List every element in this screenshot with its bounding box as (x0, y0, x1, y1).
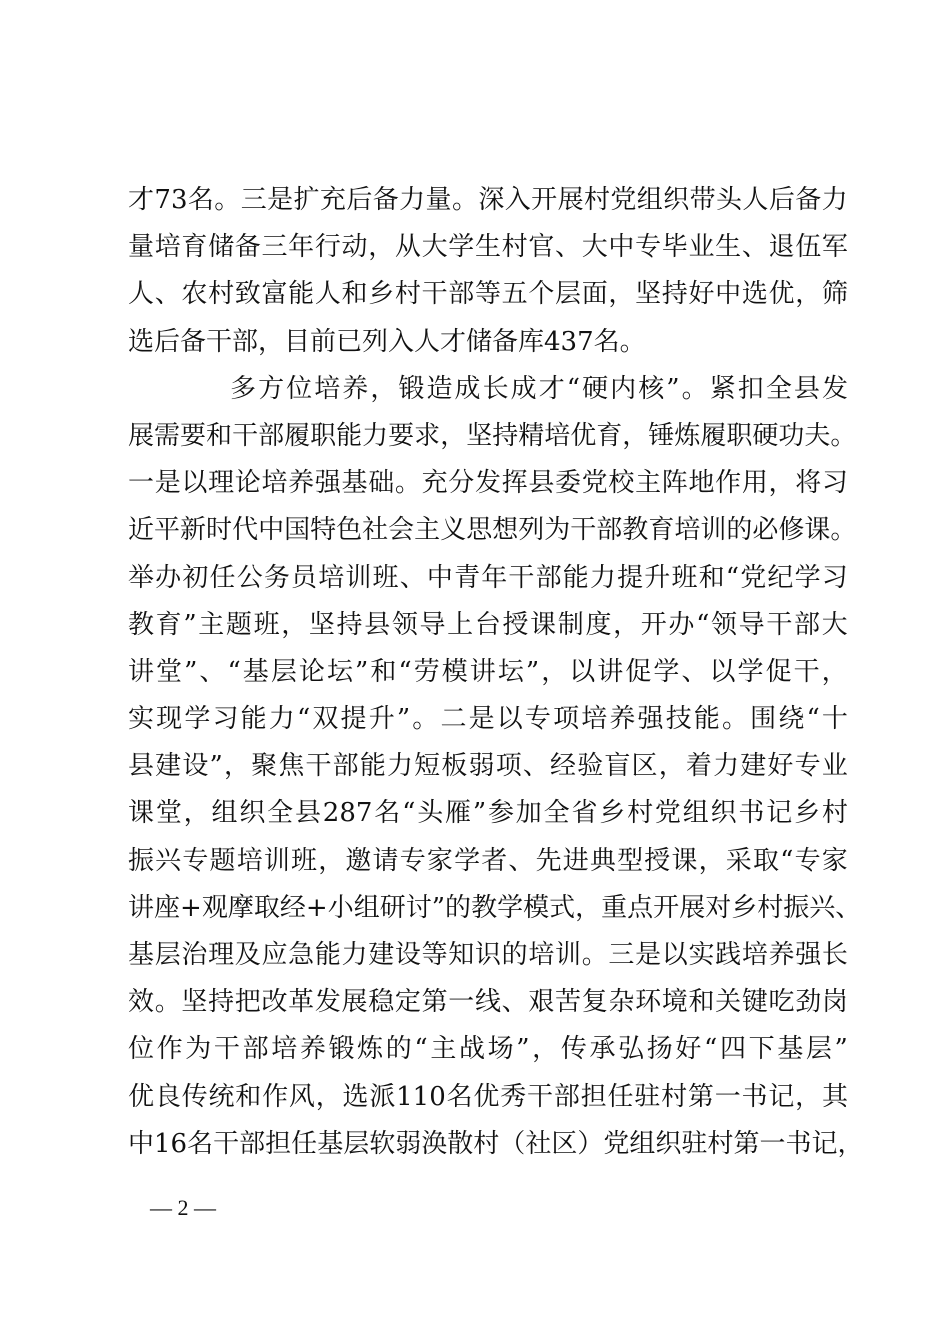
text-line: 人 、 农 村 致 富 能 人 和 乡 村 干 部 等 五 个 层 面 ， 坚 持 好 中 选 优 ， 筛 (128, 279, 848, 310)
text-line: 优 良 传 统 和 作 风 ， 选 派 110 名 优 秀 干 部 担 任 驻 村 第 一 书 记 ， 其 (128, 1081, 848, 1112)
text-line: 展 需 要 和 干 部 履 职 能 力 要 求 ， 坚 持 精 培 优 育 ， 锤 炼 履 职 硬 功 夫 。 (128, 420, 857, 451)
text-line: 选后备干部，目前已列入人才储备库437名。 (128, 326, 646, 357)
text-line: 多 方 位 培 养 ， 锻 造 成 长 成 才 “ 硬 内 核 ” 。 紧 扣 全 县 发 (230, 373, 848, 404)
text-line: 实 现 学 习 能 力 “ 双 提 升 ” 。 二 是 以 专 项 培 养 强 技 能 。 围 绕 “ 十 (128, 704, 848, 735)
text-line: 举 办 初 任 公 务 员 培 训 班 、 中 青 年 干 部 能 力 提 升 班 和 “ 党 纪 学 习 (128, 562, 848, 593)
text-line: 近 平 新 时 代 中 国 特 色 社 会 主 义 思 想 列 为 干 部 教 育 培 训 的 必 修 课 。 (128, 515, 857, 546)
text-line: 才 73 名 。 三 是 扩 充 后 备 力 量 。 深 入 开 展 村 党 组 织 带 头 人 后 备 力 (128, 185, 848, 215)
text-line: 效 。 坚 持 把 改 革 发 展 稳 定 第 一 线 、 艰 苦 复 杂 环 境 和 关 键 吃 劲 岗 (128, 987, 848, 1018)
text-line: 量 培 育 储 备 三 年 行 动 ， 从 大 学 生 村 官 、 大 中 专 毕 业 生 、 退 伍 军 (128, 232, 848, 263)
text-line: 讲 堂 ” 、 “ 基 层 论 坛 ” 和 “ 劳 模 讲 坛 ” ， 以 讲 促 学 、 以 学 促 干 ， (128, 656, 848, 687)
page-number: — 2 — (150, 1195, 216, 1220)
text-line: 课 堂 ， 组 织 全 县 287 名 “ 头 雁 ” 参 加 全 省 乡 村 党 组 织 书 记 乡 村 (128, 798, 848, 829)
text-line: 讲 座 + 观 摩 取 经 + 小 组 研 讨 ” 的 教 学 模 式 ， 重 点 开 展 对 乡 村 振 兴 、 (128, 892, 862, 923)
text-line: 基 层 治 理 及 应 急 能 力 建 设 等 知 识 的 培 训 。 三 是 以 实 践 培 养 强 长 (128, 940, 848, 970)
paragraph-lines (128, 181, 864, 1172)
text-line: 县 建 设 ” ， 聚 焦 干 部 能 力 短 板 弱 项 、 经 验 盲 区 ， 着 力 建 好 专 业 (128, 751, 848, 782)
text-line: 一 是 以 理 论 培 养 强 基 础 。 充 分 发 挥 县 委 党 校 主 阵 地 作 用 ， 将 习 (128, 468, 848, 499)
text-line: 振 兴 专 题 培 训 班 ， 邀 请 专 家 学 者 、 先 进 典 型 授 课 ， 采 取 “ 专 家 (128, 845, 848, 876)
text-line: 教 育 ” 主 题 班 ， 坚 持 县 领 导 上 台 授 课 制 度 ， 开 办 “ 领 导 干 部 大 (128, 609, 848, 640)
text-line: 中 16 名 干 部 担 任 基 层 软 弱 涣 散 村 （ 社 区 ） 党 组 织 驻 村 第 一 书 记 ， (128, 1128, 864, 1159)
document-body (128, 181, 864, 1172)
text-line: 位 作 为 干 部 培 养 锻 炼 的 “ 主 战 场 ” ， 传 承 弘 扬 好 “ 四 下 基 层 ” (128, 1034, 848, 1065)
